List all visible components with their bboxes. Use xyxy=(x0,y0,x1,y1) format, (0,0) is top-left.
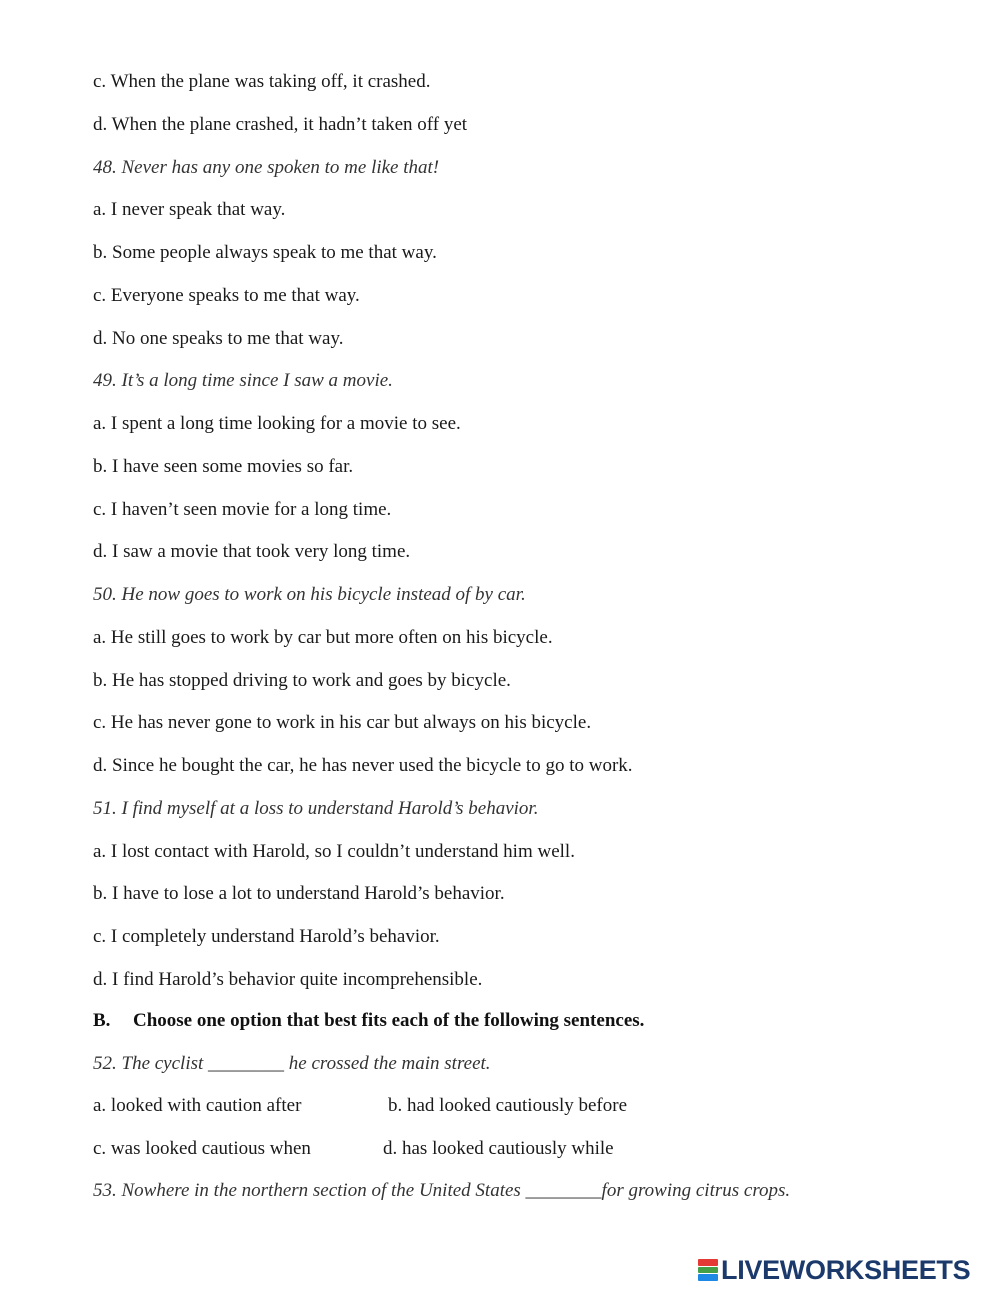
section-title: Choose one option that best fits each of the following sentences. xyxy=(133,1010,645,1031)
section-heading xyxy=(93,1009,644,1033)
answer-option: d. No one speaks to me that way. xyxy=(93,328,344,349)
answer-option: d. I saw a movie that took very long time. xyxy=(93,541,411,562)
question-52-option-a: a. looked with caution after xyxy=(93,1095,302,1116)
answer-option: b. I have to lose a lot to understand Harold’s behavior. xyxy=(93,883,505,904)
answer-option: c. I completely understand Harold’s behavior. xyxy=(93,926,440,947)
answer-option: c. When the plane was taking off, it crashed. xyxy=(93,71,431,92)
liveworksheets-logo xyxy=(698,1255,970,1285)
answer-option: c. He has never gone to work in his car but always on his bicycle. xyxy=(93,712,592,733)
logo-text: LIVEWORKSHEETS xyxy=(721,1254,971,1285)
logo-icon-block xyxy=(698,1274,718,1281)
answer-option: b. He has stopped driving to work and goes by bicycle. xyxy=(93,670,511,691)
answer-option: d. When the plane crashed, it hadn’t taken off yet xyxy=(93,114,468,135)
answer-option: a. I lost contact with Harold, so I couldn’t understand him well. xyxy=(93,841,575,862)
section-letter: B. xyxy=(93,1010,111,1031)
answer-option: d. I find Harold’s behavior quite incomprehensible. xyxy=(93,969,483,990)
logo-icon xyxy=(698,1259,718,1281)
question-53: 53. Nowhere in the northern section of the United States ________for growing citrus crops. xyxy=(93,1180,791,1201)
question-52: 52. The cyclist ________ he crossed the main street. xyxy=(93,1053,491,1074)
logo-icon-block xyxy=(698,1259,718,1266)
question-prompt: 50. He now goes to work on his bicycle instead of by car. xyxy=(93,584,526,605)
answer-option: b. Some people always speak to me that way. xyxy=(93,242,437,263)
answer-option: b. I have seen some movies so far. xyxy=(93,456,354,477)
answer-option: a. I spent a long time looking for a movie to see. xyxy=(93,413,461,434)
question-prompt: 51. I find myself at a loss to understand Harold’s behavior. xyxy=(93,798,539,819)
answer-option: d. Since he bought the car, he has never used the bicycle to go to work. xyxy=(93,755,633,776)
question-prompt: 48. Never has any one spoken to me like that! xyxy=(93,157,440,178)
question-52-option-b: b. had looked cautiously before xyxy=(388,1095,628,1116)
answer-option: a. I never speak that way. xyxy=(93,199,286,220)
answer-option: c. Everyone speaks to me that way. xyxy=(93,285,360,306)
answer-option: a. He still goes to work by car but more often on his bicycle. xyxy=(93,627,553,648)
answer-option: c. I haven’t seen movie for a long time. xyxy=(93,499,392,520)
question-prompt: 49. It’s a long time since I saw a movie. xyxy=(93,370,393,391)
question-52-option-c: c. was looked cautious when xyxy=(93,1138,311,1159)
question-52-option-d: d. has looked cautiously while xyxy=(383,1138,614,1159)
logo-icon-block xyxy=(698,1267,718,1274)
